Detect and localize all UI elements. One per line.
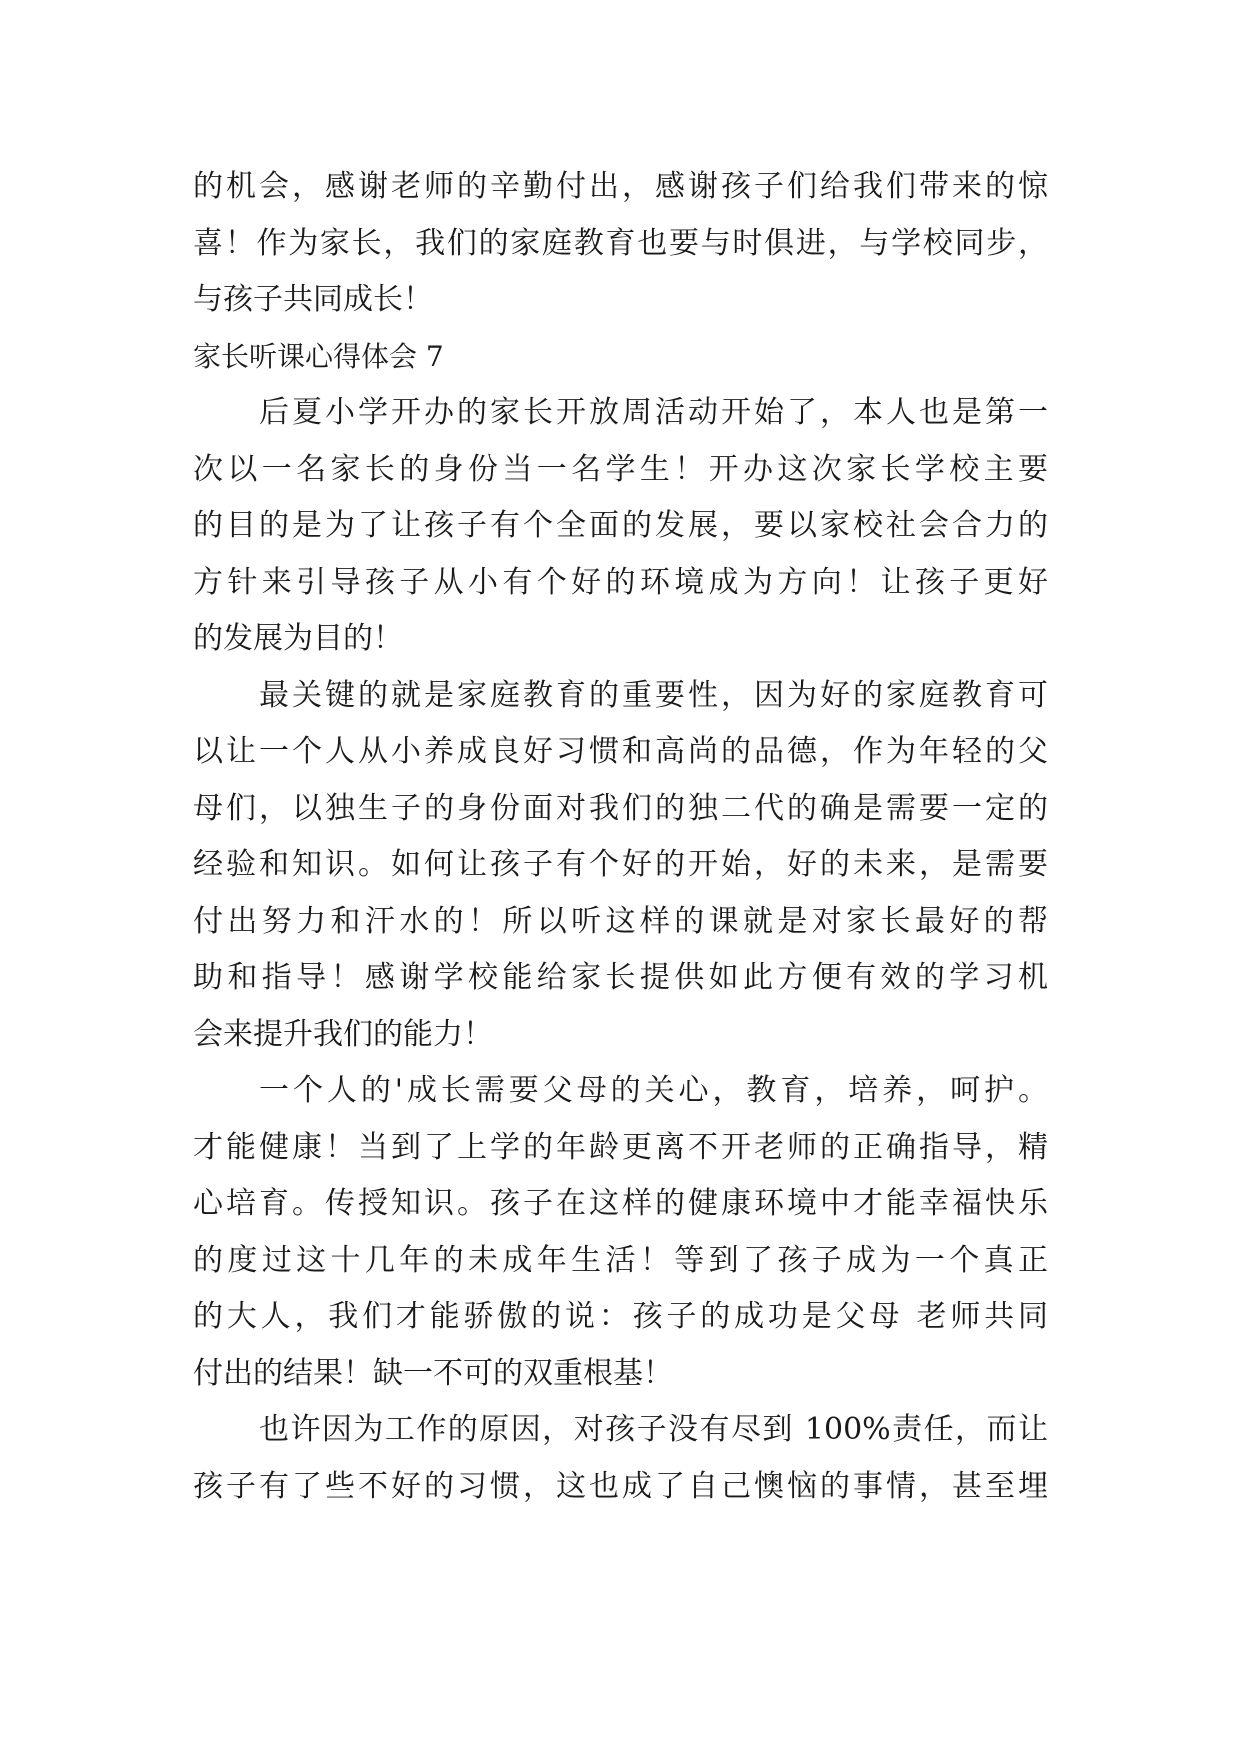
text-line: 后夏小学开办的家长开放周活动开始了，本人也是第一 [259,395,1048,430]
text-line: 助和指导！感谢学校能给家长提供如此方便有效的学习机 [193,960,1048,995]
text-line: 的机会，感谢老师的辛勤付出，感谢孩子们给我们带来的惊 [193,169,1048,204]
section-heading: 家长听课心得体会 7 [193,339,444,373]
text-line: 与孩子共同成长！ [193,282,433,317]
text-line: 的大人，我们才能骄傲的说：孩子的成功是父母 老师共同 [193,1299,1048,1334]
text-line: 母们，以独生子的身份面对我们的独二代的确是需要一定的 [193,790,1048,826]
text-line: 次以一名家长的身份当一名学生！开办这次家长学校主要 [193,451,1048,487]
text-line: 方针来引导孩子从小有个好的环境成为方向！让孩子更好 [193,564,1048,600]
text-line: 心培育。传授知识。孩子在这样的健康环境中才能幸福快乐 [193,1186,1048,1221]
text-line: 最关键的就是家庭教育的重要性，因为好的家庭教育可 [259,677,1048,713]
text-line: 一个人的'成长需要父母的关心，教育，培养，呵护。 [259,1073,1048,1108]
text-line: 孩子有了些不好的习惯，这也成了自己懊恼的事情，甚至埋 [193,1468,1048,1504]
text-line: 喜！作为家长，我们的家庭教育也要与时俱进，与学校同步， [193,225,1048,261]
text-line: 也许因为工作的原因，对孩子没有尽到 100%责任，而让 [259,1412,1048,1447]
text-line: 付出的结果！缺一不可的双重根基！ [193,1355,673,1391]
text-line: 付出努力和汗水的！所以听这样的课就是对家长最好的帮 [193,903,1048,939]
text-line: 才能健康！当到了上学的年龄更离不开老师的正确指导，精 [193,1129,1048,1165]
text-line: 会来提升我们的能力！ [193,1016,493,1052]
text-line: 的度过这十几年的未成年生活！等到了孩子成为一个真正 [193,1242,1048,1278]
document-body [193,159,1048,1515]
text-line: 的目的是为了让孩子有个全面的发展，要以家校社会合力的 [193,508,1048,543]
text-line: 经验和知识。如何让孩子有个好的开始，好的未来，是需要 [193,847,1048,882]
text-line: 的发展为目的！ [193,621,403,656]
text-line: 以让一个人从小养成良好习惯和高尚的品德，作为年轻的父 [193,734,1048,769]
